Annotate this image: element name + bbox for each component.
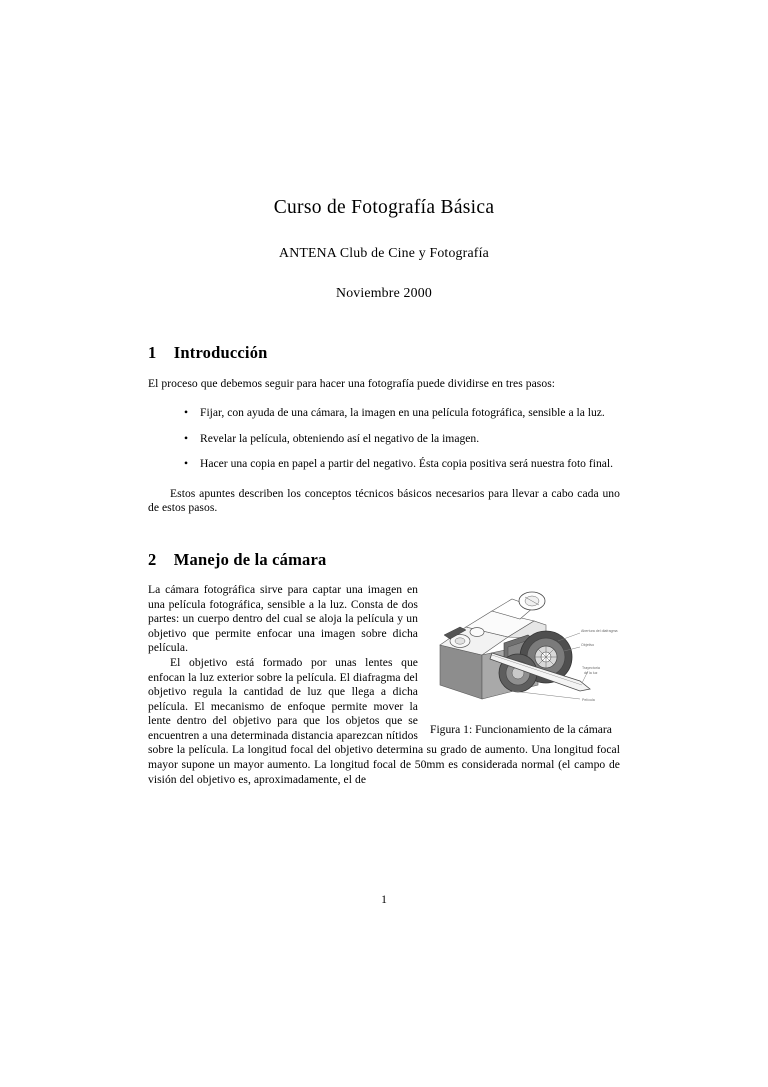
list-item-label: Revelar la película, obteniendo así el negativo de la imagen. <box>200 431 480 445</box>
section2-paragraph-1: La cámara fotográfica sirve para captar una imagen en una película fotográfica, sensible a la luz. Consta de dos partes: un cuerpo dentro del cual se aloja la película y un objetivo que permite enfocar una imagen sobre dicha película. <box>148 582 418 655</box>
section1-closing-paragraph: Estos apuntes describen los conceptos técnicos básicos necesarios para llevar a cabo cada uno de estos pasos. <box>148 486 620 515</box>
document-date: Noviembre 2000 <box>336 285 432 301</box>
figure-caption: Figura 1: Funcionamiento de la cámara <box>430 722 612 736</box>
document-author: ANTENA Club de Cine y Fotografía <box>279 245 489 261</box>
list-item-label: Hacer una copia en papel a partir del negativo. Ésta copia positiva será nuestra foto final. <box>200 457 614 471</box>
camera-cutaway-diagram-icon <box>430 585 620 713</box>
list-item <box>148 406 620 421</box>
section-heading-manejo-de-la-camara <box>148 550 620 570</box>
figure-label-objetivo: Objetivo <box>581 642 595 647</box>
page-title: Curso de Fotografía Básica <box>273 197 495 218</box>
bullet-icon: • <box>184 431 189 445</box>
section-heading-introduccion <box>148 343 620 363</box>
bullet-icon: • <box>184 405 189 419</box>
section1-intro-paragraph: El proceso que debemos seguir para hacer una fotografía puede dividirse en tres pasos: <box>148 377 556 391</box>
section2-paragraph-2: El objetivo está formado por unas lentes que enfocan la luz exterior sobre la película. El diafragma del objetivo regula la cantidad de luz que llega a dicha película. El mecanismo de enfoque permite mover la lente dentro del objetivo para que los objetos que se encuentren a una determinada distancia aparezcan nítidos sobre la película. La longitud focal del objetivo determina su grado de aumento. Una longitud focal mayor supone un mayor aumento. La longitud focal de 50mm es considerada normal (el campo de visión del objetivo es, aproximadamente, el de <box>148 655 620 786</box>
figure-label-trayectoria-2: de la luz <box>584 670 598 675</box>
page-content <box>148 196 620 787</box>
bullet-icon: • <box>184 457 189 471</box>
section-number: 1 <box>148 343 157 363</box>
list-item <box>148 432 620 447</box>
section2-body <box>148 583 620 787</box>
list-item <box>148 457 620 472</box>
page-number: 1 <box>381 893 387 906</box>
figure-label-abertura: Abertura del diafragma <box>581 628 618 633</box>
figure-1 <box>430 585 620 738</box>
section-title: Introducción <box>173 343 268 363</box>
figure-label-pelicula: Película <box>582 697 595 702</box>
list-item-label: Fijar, con ayuda de una cámara, la imagen en una película fotográfica, sensible a la luz. <box>200 405 605 419</box>
section-number: 2 <box>148 549 157 569</box>
process-steps-list <box>148 406 620 472</box>
section-title: Manejo de la cámara <box>173 549 327 569</box>
figure-label-trayectoria: Trayectoria <box>582 665 600 670</box>
